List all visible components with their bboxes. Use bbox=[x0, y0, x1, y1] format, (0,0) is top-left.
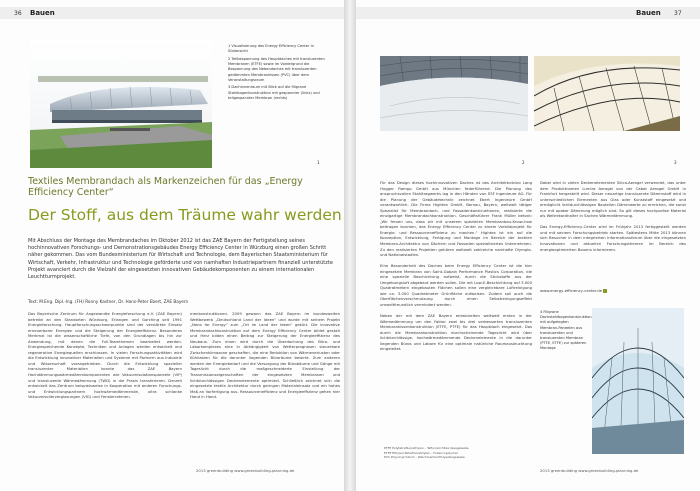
caption-3: 3 Dachinnenraum mit Blick auf die filigrane Stahlbogenkonstruktion mit gespannter (links) und teilgespannter Membran (rechts) bbox=[228, 85, 320, 100]
website-line bbox=[540, 288, 686, 296]
article-authors: Text: M.Eng. Dipl.-Ing. (FH) Ronny Kastner, Dr. Hans-Peter Ebert, ZAE Bayern bbox=[28, 299, 189, 304]
figure-number-3: 3 bbox=[674, 160, 677, 165]
left-page-number: 36 bbox=[14, 10, 22, 17]
caption-2: 2 Teilbespannung des Hauptdaches mit transluzenten Membranen (ETFE) sowie im Vordergrund die Bespannung des Nebendaches mit transluzenten gedämmten Membrankissen (PVC) über dem Veranstaltungsraum bbox=[228, 56, 325, 82]
article-lead: Mit Abschluss der Montage des Membrandaches im Oktober 2012 ist das ZAE Bayern der Fertigstellung seines hochinnovativen Forschungs- und Demonstrationsgebäudes Energy Efficiency Center in Würzburg einen großen Schritt näher gekommen. Das vom Bundesministerium für Wirtschaft und Technologie, dem Bayerischen Staatsministerium für Wirtschaft, Verkehr, Infrastruktur und Technologie geförderte und von namhaften Industriepartnern finanziell unterstützte Projekt avanciert durch die Vielzahl der eingesetzten innovativen Gebäudekomponenten zu einem internationalen Leuchtturmprojekt. bbox=[28, 238, 333, 281]
right-page-number: 37 bbox=[674, 10, 682, 17]
left-page bbox=[0, 0, 344, 491]
article-headline: Der Stoff, aus dem Träume wahr werden bbox=[28, 206, 342, 224]
membrane-cushion-photo bbox=[380, 56, 528, 131]
book-gutter bbox=[344, 0, 356, 491]
figure-captions bbox=[228, 44, 328, 104]
left-body-column-1: Das Bayerische Zentrum für Angewandte Energieforschung e.V. (ZAE Bayern) betreibt an den Standorten Würzburg, Erlangen und Garching seit 1991 Energieforschung. Hauptforschungsschwerpunkte sind der verstärkte Einsatz erneuerbarer Energien und die Steigerung der Energieeffizienz. Besonderes Merkmal ist die wissenschaftliche Tiefe, von den Grundlagen bis hin zur Anwendung, mit denen die Full-Teamthemen bearbeitet werden. Energiespeichende Konzepte, Techniken und Anlagen werden entwickelt und regenerative Energiequellen erschlossen. In vielen Forschungsaktivitäten wird die Entwicklung innovativer Materialien und Systeme mit Partnern aus Industrie und Wissenschaft vorangetrieben. Durch die Entwicklung spezieller transluzenter Materialien konnte das ZAE Bayern Hochdämmungswärmedämmkomponenten wie Vakuumisolationspaneele (VIP) und transluzente Wärmedämmung (TWD) in die Praxis transferieren. Derzeit entwickelt das Zentrum beispielsweise in Kooperation mit anderen Forschungs- und Entwicklungspartnern hochwärmedämmende, ultra schlanke Vakuumisolierverglasungen (VIG) und Fensterrahmen. bbox=[28, 311, 182, 400]
right-footer: 2013 greenbuilding www.greenbuilding-planning.de bbox=[540, 468, 639, 473]
caption-1: 1 Visualisierung des Energy Efficiency Center in Südansicht bbox=[228, 44, 314, 54]
right-body-column-1: Für das Design dieses hochinnovativen Daches ist das Architekturbüro Lang Hugger Rampp GmbH aus München federführend. Die Planung des anspruchsvollen Stahltragwerks lag in den Händen von SSF Ingenieure AG. Für die Planung der Gebäudetechnik zeichnet Ebert Ingenieure GmbH verantwortlich. Die Firma Hightex GmbH, Bernau, Bayern, weltweit tätiger Spezialist für Membrandach- und Fassadenkonstruktionen, realisierte die einzigartige Membrandachkonstruktion. Geschäftsführer Frank Müller betont: „Wir freuen uns, dass wir mit unserem speziellen Membranbau-Know-how beitragen konnten, das Energy Efficiency Center zu einem Vorbildprojekt für Energie- und Ressourceneffizienz zu machen.“ Hightex ist ein auf die Konzeption, Entwicklung, Fertigung und Montage im Bereich der textilen Membran-Architektur von Dächern und Fassaden spezialisiertes Unternehmen. Zu den realisierten Projekten gehören weltweit zahlreiche namhafte Olympia- und Nationalstadien. Eine Besonderheit des Daches beim Energy Efficiency Center ist die hier eingesetzte Membran von Saint-Gobain Performance Plastics Corporation, die eine spezielle Beschichtung aufweist, durch die Stickstoffe aus der Umgebungsluft abgebaut werden sollen. Die mit Low-E-Beschichtung auf 3.000 Quadratmetern eingebauten Flächen sollen eine vergleichbare Luftreinigung wie ca. 3.000 Quadratmeter Grünfläche aufweisen. Zudem soll auch die Oberflächenverschmutzung durch einen Selbstreinigungseffekt umweltfreundlich vermindert werden. Neben der mit dem ZAE Bayern entwickelten weltweit ersten in der Wärmedämmung um den Faktor zwei bis drei verbesserten transluzenten Membrankissenkonstruktion (ETFE, PTFE) für das Hauptdach eingesetzt. Das durch die Membrankonstruktion durchscheinende Tageslicht wird über lichtdurchlässige, hochwärmedämmende Deckenelemente in die darunter liegenden Büros und Labore für eine optimale natürliche Raumausleuchtung eingeleitet. bbox=[380, 180, 532, 352]
right-body-column-2: Dabei wird in vielen Deckenelementen Silica-Aerogel verwendet, das unter dem Produktnamen Lumira Aerogel von der Cabot Aerogel GmbH in Frankfurt hergestellt wird. Dieser neuartige transluzente Dämmstoff wird in unterschiedlichen Elementen aus Glas oder Kunststoff eingesetzt und ermöglicht lichtdurchlässigen Bauteilen Dämmwerte zu erreichen, die sonst nur mit opaker Dämmung möglich sind. So gilt dieses hochporöse Material als Weltrekordhalter in Sachen Wärmedämmung. Das Energy-Efficiency-Center wird im Frühjahr 2013 fertiggestellt werden und mit seinem Forschungsbetrieb starten. Spätestens Mitte 2013 können sich Besucher in dem integrierten Informationsforum über die eingesetzten Innovationen und aktuellen Forschungsthemen im Bereich des energieoptimierten Bauens informieren. bbox=[540, 180, 686, 252]
website-link[interactable]: www.energy-efficiency-center.de bbox=[540, 288, 603, 293]
end-mark-icon bbox=[603, 289, 607, 293]
footnote-2: ETFE Ethylen-Tetrafluorethylen – Foliencopolymer bbox=[384, 450, 459, 455]
roof-interior-photo bbox=[534, 56, 680, 131]
right-section-label: Bauen bbox=[636, 9, 661, 17]
steel-arch-construction-photo bbox=[592, 308, 684, 454]
figure-number-1: 1 bbox=[317, 160, 320, 165]
footnote-1: PTFE Polytetrafluorethylen – Teflon/Architex Glasgewebe bbox=[384, 446, 469, 450]
caption-4: 4 Filigrane Dachstahlbogenkonstruktion mit aufgelegten Membran-Paneelen aus transluzenten und transluzenten Membran (PTFE, ETFE) zur späteren Montage bbox=[540, 310, 592, 351]
right-page bbox=[356, 0, 700, 491]
left-body-column-2: menkonstruktionen. 2009 gewann das ZAE Bayern im bundesweiten Wettbewerb „Deutschland Land der Ideen“ und wurde mit seinem Projekt „Nano for Energy“ zum „Ort im Land der Ideen“ gekürt. Die innovative Membrandachkonstruktion auf dem Energy Efficiency Center bildet gestalt und Herz bilden einen Beitrag zur Steigerung der Energieeffizienz des Neubaus. Zum einen wird durch die Überdachung des Büro- und Laborkomplexes eine in Abhängigkeit von Wetterprognosen steuerbare Zwischenklimazone geschaffen, die eine Reduktion von Wärmeverlusten oder Kühllasten für die darunter liegenden Büroräume bewirkt. Zum anderen werden der Energiebedarf und die Versorgung der Bürobäume und Gänge mit Tageslicht durch die maßgeschneiderte Einstellung der Transmissionseigenschaften der eingesetzten Membranen und lichtdurchlässigen Deckenelemente optimiert. Schließlich zeichnet sich die eingesetzte textile Architektur durch geringen Materialeinsatz und ein hohes Maß an Vorfertigung aus. Ressourceneffizienz und Energieeffizienz gehen hier Hand in Hand. bbox=[190, 311, 340, 400]
footnote-3: PVC Polyvinylchlorid – Weichmacher/Polyestergewebe bbox=[384, 455, 465, 459]
article-kicker: Textiles Membrandach als Markenzeichen für das „Energy Efficiency Center“ bbox=[28, 176, 303, 198]
left-footer: 2013 greenbuilding www.greenbuilding-planning.de bbox=[196, 468, 295, 473]
footnotes bbox=[384, 446, 469, 460]
building-visualisation-photo bbox=[30, 40, 212, 168]
left-section-label: Bauen bbox=[30, 9, 55, 17]
figure-number-2: 2 bbox=[522, 160, 525, 165]
